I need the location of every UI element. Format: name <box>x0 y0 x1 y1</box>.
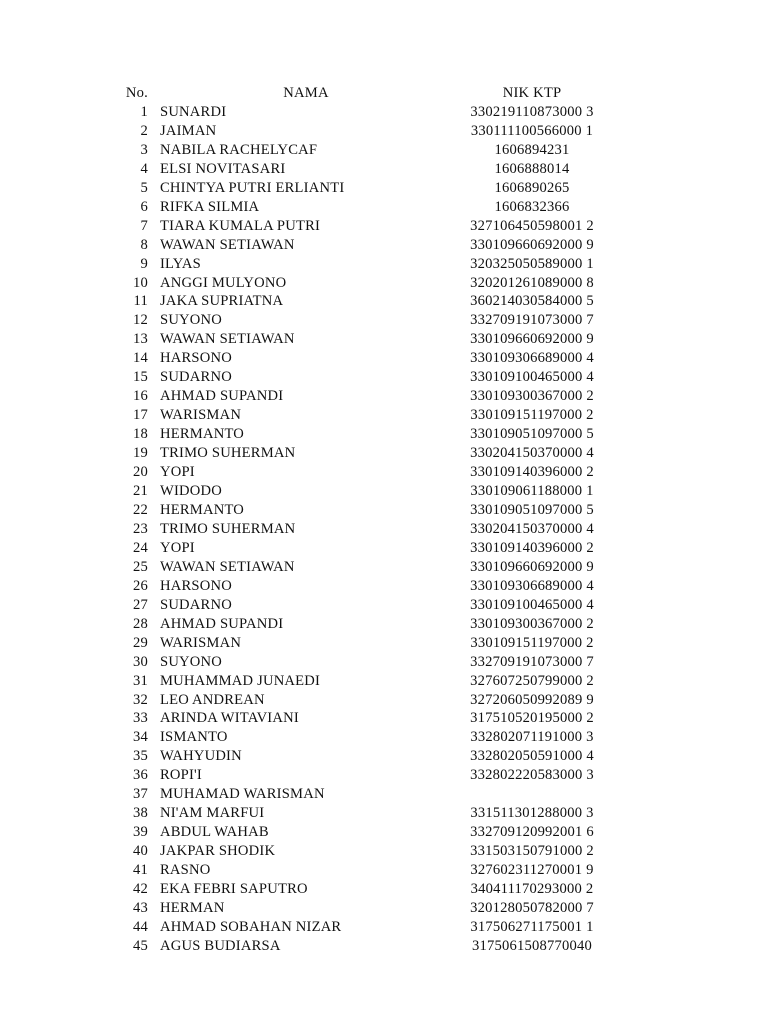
table-header-row <box>124 84 612 103</box>
row-name: TIARA KUMALA PUTRI <box>160 217 321 234</box>
row-nik: 330109306689000 4 <box>470 350 594 367</box>
header-name: NAMA <box>283 85 329 101</box>
table-row <box>124 728 612 747</box>
row-number: 6 <box>140 198 148 215</box>
row-nik: 332802220583000 3 <box>470 767 594 784</box>
table-row <box>124 918 612 937</box>
table-row <box>124 634 612 653</box>
row-number: 38 <box>133 805 148 822</box>
row-nik: 330109140396000 2 <box>470 464 594 481</box>
row-name: AHMAD SUPANDI <box>160 388 284 405</box>
table-row <box>124 425 612 444</box>
row-number: 26 <box>133 577 148 594</box>
row-number: 23 <box>133 520 148 537</box>
row-number: 3 <box>140 141 148 158</box>
table-row <box>124 463 612 482</box>
row-name: SUNARDI <box>160 103 227 120</box>
row-name: YOPI <box>160 539 195 556</box>
row-name: WIDODO <box>160 483 222 500</box>
table-row <box>124 292 612 311</box>
row-number: 7 <box>140 217 148 234</box>
row-nik: 330109061188000 1 <box>470 483 594 500</box>
row-name: AHMAD SUPANDI <box>160 615 284 632</box>
row-name: AGUS BUDIARSA <box>160 937 281 954</box>
row-name: TRIMO SUHERMAN <box>160 445 296 462</box>
table-row <box>124 691 612 710</box>
row-nik: 332709120992001 6 <box>470 824 594 841</box>
table-row <box>124 672 612 691</box>
row-number: 5 <box>140 179 148 196</box>
table-row <box>124 709 612 728</box>
row-nik: 330109660692000 9 <box>470 558 594 575</box>
row-name: RIFKA SILMIA <box>160 198 260 215</box>
table-row <box>124 103 612 122</box>
row-name: NI'AM MARFUI <box>160 805 265 822</box>
table-row <box>124 615 612 634</box>
row-name: ELSI NOVITASARI <box>160 160 286 177</box>
table-row <box>124 444 612 463</box>
row-nik: 330109660692000 9 <box>470 331 594 348</box>
row-name: ARINDA WITAVIANI <box>160 710 299 727</box>
row-number: 35 <box>133 748 148 765</box>
row-nik: 320201261089000 8 <box>470 274 594 291</box>
row-name: SUYONO <box>160 312 223 329</box>
row-nik: 330204150370000 4 <box>470 445 594 462</box>
row-number: 41 <box>133 862 148 879</box>
row-name: SUDARNO <box>160 596 232 613</box>
row-name: JAKPAR SHODIK <box>160 843 276 860</box>
row-nik: 330109306689000 4 <box>470 577 594 594</box>
row-number: 16 <box>133 388 148 405</box>
row-number: 27 <box>133 596 148 613</box>
row-number: 29 <box>133 634 148 651</box>
table-row <box>124 747 612 766</box>
row-number: 40 <box>133 843 148 860</box>
row-number: 4 <box>140 160 148 177</box>
row-nik: 360214030584000 5 <box>470 293 594 310</box>
row-number: 2 <box>140 122 148 139</box>
table-row <box>124 482 612 501</box>
row-number: 37 <box>133 786 148 803</box>
table-row <box>124 861 612 880</box>
row-nik: 1606890265 <box>494 179 570 196</box>
table-row <box>124 785 612 804</box>
row-name: TRIMO SUHERMAN <box>160 520 296 537</box>
row-nik: 330109051097000 5 <box>470 501 594 518</box>
row-nik: 327602311270001 9 <box>470 862 594 879</box>
row-number: 45 <box>133 937 148 954</box>
row-nik: 327106450598001 2 <box>470 217 594 234</box>
row-number: 15 <box>133 369 148 386</box>
table-row <box>124 122 612 141</box>
table-row <box>124 236 612 255</box>
table-row <box>124 311 612 330</box>
header-nik: NIK KTP <box>502 85 562 101</box>
row-number: 31 <box>133 672 148 689</box>
row-nik: 317506271175001 1 <box>470 918 594 935</box>
row-number: 19 <box>133 445 148 462</box>
row-name: CHINTYA PUTRI ERLIANTI <box>160 179 345 196</box>
row-nik: 332802050591000 4 <box>470 748 594 765</box>
table-row <box>124 804 612 823</box>
table-row <box>124 387 612 406</box>
row-number: 22 <box>133 501 148 518</box>
row-name: ILYAS <box>160 255 201 272</box>
row-number: 10 <box>133 274 148 291</box>
row-nik: 330109100465000 4 <box>470 369 594 386</box>
row-nik: 330204150370000 4 <box>470 520 594 537</box>
table-row <box>124 596 612 615</box>
table-row <box>124 179 612 198</box>
row-nik: 327206050992089 9 <box>470 691 594 708</box>
row-name: JAKA SUPRIATNA <box>160 293 284 310</box>
row-nik: 330109140396000 2 <box>470 539 594 556</box>
header-no: No. <box>125 85 148 101</box>
row-nik: 332802071191000 3 <box>470 729 594 746</box>
row-nik: 330109300367000 2 <box>470 388 594 405</box>
row-name: WARISMAN <box>160 407 242 424</box>
row-name: JAIMAN <box>160 122 217 139</box>
row-nik: 1606888014 <box>494 160 570 177</box>
row-number: 18 <box>133 426 148 443</box>
row-name: AHMAD SOBAHAN NIZAR <box>160 918 342 935</box>
row-name: ABDUL WAHAB <box>160 824 269 841</box>
row-number: 17 <box>133 407 148 424</box>
row-number: 39 <box>133 824 148 841</box>
row-number: 32 <box>133 691 148 708</box>
row-name: ROPI'I <box>160 767 202 784</box>
row-nik: 330109300367000 2 <box>470 615 594 632</box>
table-row <box>124 255 612 274</box>
row-nik <box>452 785 612 804</box>
row-name: WAWAN SETIAWAN <box>160 331 295 348</box>
table-row <box>124 520 612 539</box>
row-number: 1 <box>140 103 148 120</box>
row-name: LEO ANDREAN <box>160 691 265 708</box>
row-name: HARSONO <box>160 577 232 594</box>
table-row <box>124 330 612 349</box>
row-number: 9 <box>140 255 148 272</box>
row-name: SUDARNO <box>160 369 232 386</box>
row-name: HERMANTO <box>160 501 245 518</box>
row-name: RASNO <box>160 862 211 879</box>
table-row <box>124 501 612 520</box>
row-number: 36 <box>133 767 148 784</box>
row-name: ANGGI MULYONO <box>160 274 287 291</box>
row-nik: 330109051097000 5 <box>470 426 594 443</box>
row-nik: 1606832366 <box>494 198 570 215</box>
row-nik: 317510520195000 2 <box>470 710 594 727</box>
table-row <box>124 899 612 918</box>
table-row <box>124 198 612 217</box>
table-row <box>124 406 612 425</box>
row-name: YOPI <box>160 464 195 481</box>
table-row <box>124 368 612 387</box>
row-number: 13 <box>133 331 148 348</box>
table-row <box>124 937 612 956</box>
row-nik: 330109660692000 9 <box>470 236 594 253</box>
table-row <box>124 539 612 558</box>
row-nik: 1606894231 <box>494 141 570 158</box>
row-name: MUHAMMAD JUNAEDI <box>160 672 321 689</box>
row-nik: 320128050782000 7 <box>470 899 594 916</box>
row-nik: 327607250799000 2 <box>470 672 594 689</box>
row-name: WAWAN SETIAWAN <box>160 236 295 253</box>
row-number: 33 <box>133 710 148 727</box>
row-name: WAHYUDIN <box>160 748 242 765</box>
row-nik: 3175061508770040 <box>472 937 592 954</box>
row-nik: 330111100566000 1 <box>470 122 594 139</box>
table-row <box>124 217 612 236</box>
row-nik: 320325050589000 1 <box>470 255 594 272</box>
row-name: HERMAN <box>160 899 225 916</box>
row-number: 34 <box>133 729 148 746</box>
row-number: 28 <box>133 615 148 632</box>
row-nik: 330109151197000 2 <box>470 407 594 424</box>
row-name: WARISMAN <box>160 634 242 651</box>
table-row <box>124 577 612 596</box>
row-number: 12 <box>133 312 148 329</box>
row-nik: 330109151197000 2 <box>470 634 594 651</box>
table-row <box>124 766 612 785</box>
row-number: 43 <box>133 899 148 916</box>
row-number: 21 <box>133 483 148 500</box>
row-name: WAWAN SETIAWAN <box>160 558 295 575</box>
table-row <box>124 274 612 293</box>
row-number: 44 <box>133 918 148 935</box>
row-number: 25 <box>133 558 148 575</box>
row-nik: 332709191073000 7 <box>470 653 594 670</box>
table-row <box>124 349 612 368</box>
table-row <box>124 653 612 672</box>
table-row <box>124 842 612 861</box>
row-name: HARSONO <box>160 350 232 367</box>
table-row <box>124 141 612 160</box>
row-name: NABILA RACHELYCAF <box>160 141 318 158</box>
row-name: ISMANTO <box>160 729 228 746</box>
row-nik: 340411170293000 2 <box>470 881 594 898</box>
row-number: 11 <box>133 293 148 310</box>
row-nik: 331503150791000 2 <box>470 843 594 860</box>
row-nik: 330219110873000 3 <box>470 103 594 120</box>
table-row <box>124 823 612 842</box>
row-number: 30 <box>133 653 148 670</box>
row-number: 24 <box>133 539 148 556</box>
row-number: 14 <box>133 350 148 367</box>
row-name: SUYONO <box>160 653 223 670</box>
table-row <box>124 880 612 899</box>
row-nik: 332709191073000 7 <box>470 312 594 329</box>
row-name: MUHAMAD WARISMAN <box>160 786 325 803</box>
table-body <box>124 103 612 956</box>
table-row <box>124 160 612 179</box>
row-name: HERMANTO <box>160 426 245 443</box>
row-number: 20 <box>133 464 148 481</box>
row-nik: 330109100465000 4 <box>470 596 594 613</box>
row-name: EKA FEBRI SAPUTRO <box>160 881 308 898</box>
participant-table <box>124 84 612 956</box>
table-row <box>124 558 612 577</box>
row-nik: 331511301288000 3 <box>470 805 594 822</box>
row-number: 8 <box>140 236 148 253</box>
row-number: 42 <box>133 881 148 898</box>
